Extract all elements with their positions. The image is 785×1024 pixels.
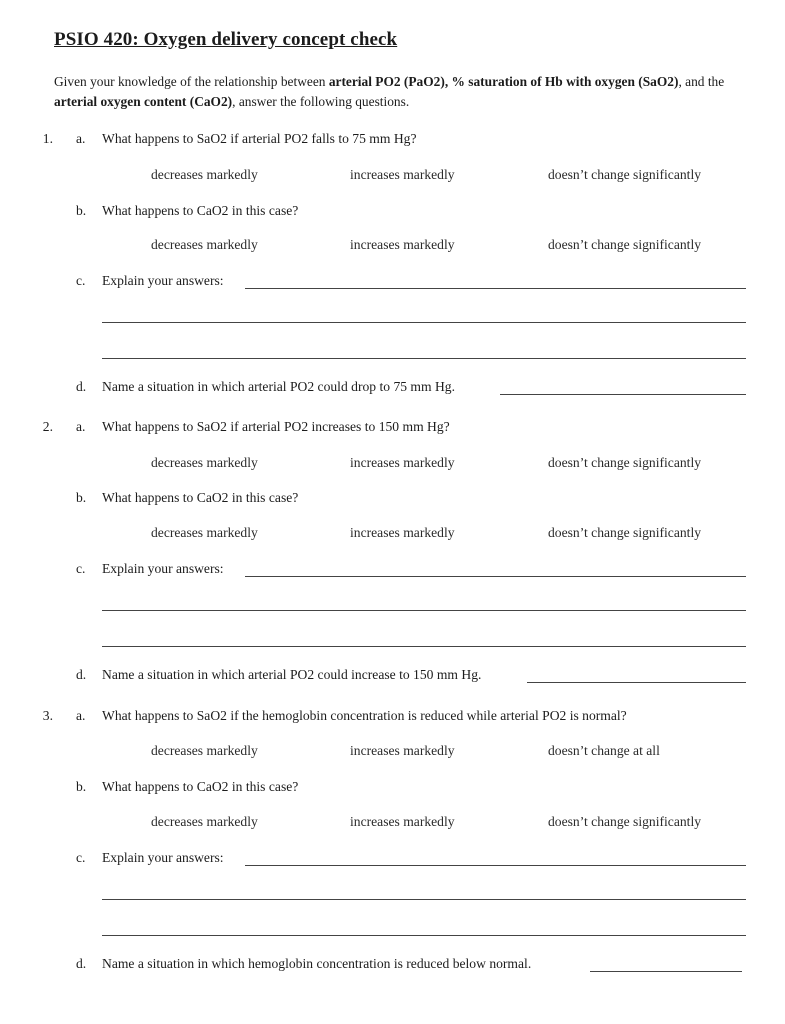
- answer-option[interactable]: decreases markedly: [151, 167, 258, 182]
- answer-line[interactable]: [245, 576, 746, 577]
- answer-line[interactable]: [500, 394, 746, 395]
- question-text: Explain your answers:: [102, 561, 224, 576]
- question-text: Name a situation in which hemoglobin concentration is reduced below normal.: [102, 956, 532, 971]
- answer-line[interactable]: [102, 646, 746, 647]
- answer-option[interactable]: decreases markedly: [151, 237, 258, 252]
- question-number: 2.: [42, 419, 53, 434]
- question-part-letter: a.: [76, 708, 86, 723]
- question-text: What happens to CaO2 in this case?: [102, 490, 299, 505]
- question-part-letter: d.: [76, 956, 87, 971]
- answer-line[interactable]: [102, 899, 746, 900]
- question-part-letter: c.: [76, 850, 86, 865]
- answer-option[interactable]: increases markedly: [350, 743, 455, 758]
- answer-option[interactable]: doesn’t change significantly: [548, 525, 702, 540]
- question-part-letter: c.: [76, 273, 86, 288]
- question-text: Explain your answers:: [102, 850, 224, 865]
- question-part-letter: b.: [76, 203, 87, 218]
- question-number: 3.: [42, 708, 53, 723]
- question-text: What happens to CaO2 in this case?: [102, 203, 299, 218]
- page-title: PSIO 420: Oxygen delivery concept check: [54, 29, 398, 50]
- answer-line[interactable]: [245, 865, 746, 866]
- question-part-letter: d.: [76, 379, 87, 394]
- question-text: What happens to SaO2 if arterial PO2 increases to 150 mm Hg?: [102, 419, 450, 434]
- question-text: What happens to SaO2 if the hemoglobin concentration is reduced while arterial PO2 is normal?: [102, 708, 627, 723]
- question-part-letter: d.: [76, 667, 87, 682]
- question-part-letter: a.: [76, 419, 86, 434]
- question-number: 1.: [42, 131, 53, 146]
- answer-line[interactable]: [245, 288, 746, 289]
- answer-line[interactable]: [102, 322, 746, 323]
- question-text: What happens to CaO2 in this case?: [102, 779, 299, 794]
- answer-option[interactable]: increases markedly: [350, 455, 455, 470]
- answer-option[interactable]: increases markedly: [350, 167, 455, 182]
- intro-bold-terms: arterial PO2 (PaO2), % saturation of Hb with oxygen (SaO2): [328, 74, 679, 89]
- question-text: Name a situation in which arterial PO2 could increase to 150 mm Hg.: [102, 667, 482, 682]
- answer-line[interactable]: [590, 971, 742, 972]
- intro-bold-terms: arterial oxygen content (CaO2): [54, 94, 233, 109]
- intro-text: , and the: [678, 74, 725, 89]
- answer-option[interactable]: decreases markedly: [151, 455, 258, 470]
- answer-option[interactable]: doesn’t change significantly: [548, 814, 702, 829]
- answer-line[interactable]: [102, 935, 746, 936]
- question-text: Explain your answers:: [102, 273, 224, 288]
- answer-line[interactable]: [102, 610, 746, 611]
- answer-option[interactable]: decreases markedly: [151, 525, 258, 540]
- question-text: What happens to SaO2 if arterial PO2 falls to 75 mm Hg?: [102, 131, 417, 146]
- answer-option[interactable]: increases markedly: [350, 237, 455, 252]
- question-part-letter: a.: [76, 131, 86, 146]
- answer-line[interactable]: [102, 358, 746, 359]
- question-part-letter: c.: [76, 561, 86, 576]
- intro-text: , answer the following questions.: [232, 94, 410, 109]
- answer-option[interactable]: decreases markedly: [151, 743, 258, 758]
- answer-option[interactable]: decreases markedly: [151, 814, 258, 829]
- answer-option[interactable]: doesn’t change significantly: [548, 167, 702, 182]
- question-part-letter: b.: [76, 779, 87, 794]
- answer-option[interactable]: doesn’t change significantly: [548, 455, 702, 470]
- answer-option[interactable]: doesn’t change at all: [548, 743, 660, 758]
- answer-option[interactable]: increases markedly: [350, 525, 455, 540]
- question-text: Name a situation in which arterial PO2 could drop to 75 mm Hg.: [102, 379, 455, 394]
- answer-option[interactable]: increases markedly: [350, 814, 455, 829]
- intro-paragraph: [54, 72, 734, 112]
- answer-line[interactable]: [527, 682, 746, 683]
- question-part-letter: b.: [76, 490, 87, 505]
- answer-option[interactable]: doesn’t change significantly: [548, 237, 702, 252]
- intro-text: Given your knowledge of the relationship between: [54, 74, 329, 89]
